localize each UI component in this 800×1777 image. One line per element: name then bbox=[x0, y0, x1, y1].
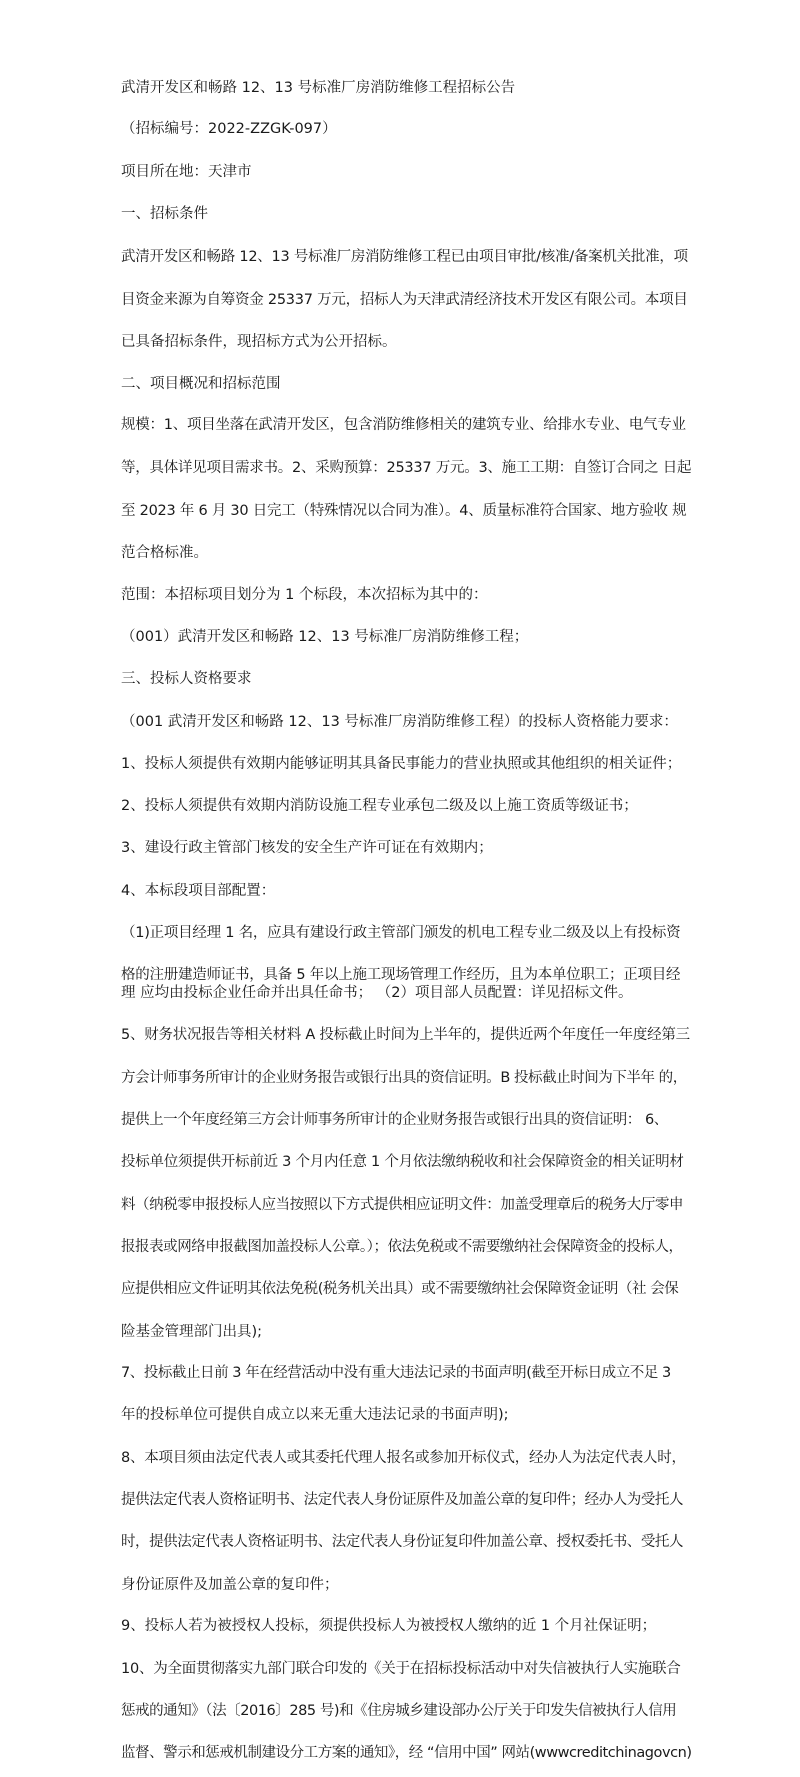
paragraph-line: 9、投标人若为被授权人投标，须提供投标人为被授权人缴纳的近 1 个月社保证明； bbox=[121, 1618, 657, 1634]
paragraph-line: 已具备招标条件，现招标方式为公开招标。 bbox=[121, 334, 397, 350]
paragraph-line: 至 2023 年 6 月 30 日完工（特殊情况以合同为准）。4、质量标准符合国家、地方验收 规 bbox=[121, 503, 687, 519]
paragraph-line: 方会计师事务所审计的企业财务报告或银行出具的资信证明。B 投标截止时间为下半年 的， bbox=[121, 1070, 687, 1086]
paragraph-line: 提供法定代表人资格证明书、法定代表人身份证原件及加盖公章的复印件；经办人为受托人 bbox=[121, 1492, 683, 1508]
paragraph-line: （001 武清开发区和畅路 12、13 号标准厂房消防维修工程）的投标人资格能力要求： bbox=[121, 714, 678, 730]
paragraph-line: 8、本项目须由法定代表人或其委托代理人报名或参加开标仪式，经办人为法定代表人时， bbox=[121, 1450, 686, 1466]
paragraph-line: 监督、警示和惩戒机制建设分工方案的通知》，经 “信用中国” 网站(wwwcreditchinagovcn) bbox=[121, 1745, 692, 1761]
paragraph-line: 险基金管理部门出具); bbox=[121, 1324, 263, 1340]
paragraph-line: 应提供相应文件证明其依法免税(税务机关出具）或不需要缴纳社会保障资金证明（社 会保 bbox=[121, 1281, 679, 1297]
paragraph-line: （001）武清开发区和畅路 12、13 号标准厂房消防维修工程； bbox=[121, 629, 529, 645]
paragraph-line: 10、为全面贯彻落实九部门联合印发的《关于在招标投标活动中对失信被执行人实施联合 bbox=[121, 1661, 681, 1677]
paragraph-line: 范围：本招标项目划分为 1 个标段，本次招标为其中的： bbox=[121, 587, 488, 603]
paragraph-line: （1)正项目经理 1 名，应具有建设行政主管部门颁发的机电工程专业二级及以上有投标资 bbox=[121, 925, 681, 941]
paragraph-line: 年的投标单位可提供自成立以来无重大违法记录的书面声明); bbox=[121, 1407, 509, 1423]
paragraph-line: 惩戒的通知》（法〔2016〕285 号)和《住房城乡建设部办公厅关于印发失信被执行人信用 bbox=[121, 1703, 677, 1719]
paragraph-line: 规模：1、项目坐落在武清开发区，包含消防维修相关的建筑专业、给排水专业、电气专业 bbox=[121, 417, 686, 433]
paragraph-line: 提供上一个年度经第三方会计师事务所审计的企业财务报告或银行出具的资信证明： 6、 bbox=[121, 1112, 668, 1128]
paragraph-line: 2、投标人须提供有效期内消防设施工程专业承包二级及以上施工资质等级证书； bbox=[121, 798, 638, 814]
section-heading-qualifications: 三、投标人资格要求 bbox=[121, 671, 252, 687]
project-location: 项目所在地：天津市 bbox=[121, 164, 252, 180]
paragraph-line: 目资金来源为自筹资金 25337 万元，招标人为天津武清经济技术开发区有限公司。本项目 bbox=[121, 292, 688, 308]
paragraph-line: 4、本标段项目部配置： bbox=[121, 883, 276, 899]
paragraph-line: 3、建设行政主管部门核发的安全生产许可证在有效期内； bbox=[121, 840, 493, 856]
paragraph-line: 范合格标准。 bbox=[121, 545, 208, 561]
paragraph-line: 等，具体详见项目需求书。2、采购预算：25337 万元。3、施工工期：自签订合同之 日起 bbox=[121, 460, 692, 476]
paragraph-line: 时，提供法定代表人资格证明书、法定代表人身份证复印件加盖公章、授权委托书、受托人 bbox=[121, 1534, 683, 1550]
paragraph-line: 身份证原件及加盖公章的复印件； bbox=[121, 1577, 339, 1593]
paragraph-line: 武清开发区和畅路 12、13 号标准厂房消防维修工程已由项目审批/核准/备案机关批准，项 bbox=[121, 249, 688, 265]
paragraph-line: 7、投标截止日前 3 年在经营活动中没有重大违法记录的书面声明(截至开标日成立不足 3 bbox=[121, 1365, 671, 1381]
document-title: 武清开发区和畅路 12、13 号标准厂房消防维修工程招标公告 bbox=[121, 80, 516, 96]
section-heading-overview: 二、项目概况和招标范围 bbox=[121, 376, 281, 392]
paragraph-line: 理 应均由投标企业任命并出具任命书； （2）项目部人员配置：详见招标文件。 bbox=[121, 985, 633, 1001]
paragraph-line: 1、投标人须提供有效期内能够证明其具备民事能力的营业执照或其他组织的相关证件； bbox=[121, 756, 682, 772]
tender-number: （招标编号：2022-ZZGK-097） bbox=[121, 121, 337, 137]
paragraph-line: 料（纳税零申报投标人应当按照以下方式提供相应证明文件：加盖受理章后的税务大厅零申 bbox=[121, 1197, 683, 1213]
paragraph-line: 5、财务状况报告等相关材料 A 投标截止时间为上半年的，提供近两个年度任一年度经第三 bbox=[121, 1027, 690, 1043]
paragraph-line: 报报表或网络申报截图加盖投标人公章。）；依法免税或不需要缴纳社会保障资金的投标人， bbox=[121, 1239, 683, 1255]
section-heading-conditions: 一、招标条件 bbox=[121, 206, 208, 222]
paragraph-line: 格的注册建造师证书，具备 5 年以上施工现场管理工作经历，且为本单位职工；正项目经 bbox=[121, 967, 681, 983]
paragraph-line: 投标单位须提供开标前近 3 个月内任意 1 个月依法缴纳税收和社会保障资金的相关证明材 bbox=[121, 1154, 684, 1170]
